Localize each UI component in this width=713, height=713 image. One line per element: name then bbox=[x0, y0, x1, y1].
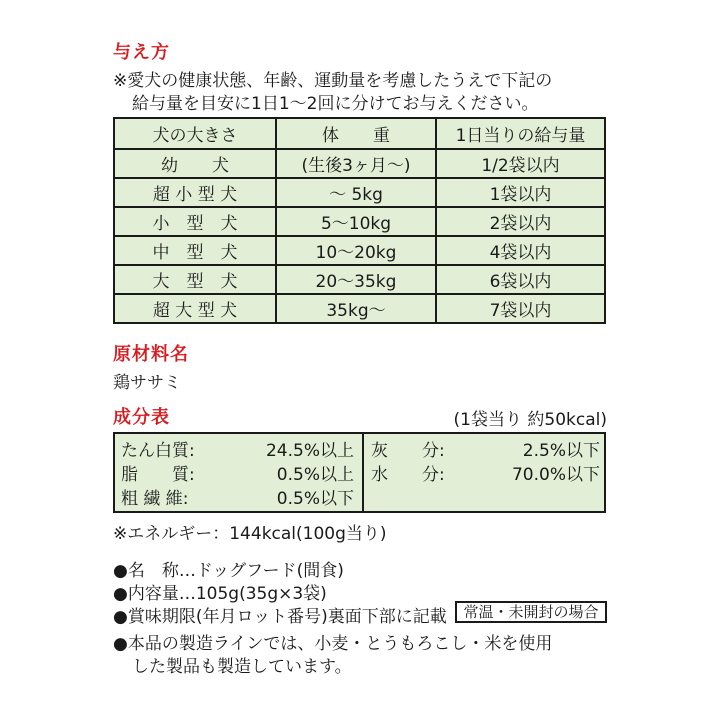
column-header-size: 犬の大きさ bbox=[114, 118, 276, 149]
nutrient-label: 灰 分: bbox=[371, 441, 445, 461]
feeding-heading: 与え方 bbox=[113, 42, 170, 63]
feeding-note-line2: 給与量を目安に1日1〜2回に分けてお与えください。 bbox=[132, 94, 539, 114]
row-weight: 10〜20kg bbox=[276, 236, 436, 265]
row-weight: 20〜35kg bbox=[276, 265, 436, 294]
nutrient-value: 70.0%以下 bbox=[511, 465, 600, 485]
net-content: ●内容量…105g(35g×3袋) bbox=[113, 584, 327, 604]
table-row bbox=[114, 294, 605, 323]
row-amount: 7袋以内 bbox=[436, 294, 605, 323]
row-amount: 1/2袋以内 bbox=[436, 149, 605, 178]
table-row bbox=[114, 236, 605, 265]
nutrient-value: 24.5%以上 bbox=[265, 441, 354, 461]
storage-condition-box: 常温・未開封の場合 bbox=[455, 601, 607, 623]
table-row bbox=[114, 149, 605, 178]
nutrition-divider bbox=[362, 434, 364, 511]
nutrition-heading: 成分表 bbox=[113, 407, 170, 428]
row-weight: 〜 5kg bbox=[276, 178, 436, 207]
column-header-amount: 1日当りの給与量 bbox=[436, 118, 605, 149]
row-size: 大 型 犬 bbox=[114, 265, 276, 294]
row-size: 超 小 型 犬 bbox=[114, 178, 276, 207]
allergen-note-line2: した製品も製造しています。 bbox=[132, 657, 352, 677]
allergen-note-line1: ●本品の製造ラインでは、小麦・とうもろこし・米を使用 bbox=[113, 634, 553, 654]
nutrient-value: 2.5%以下 bbox=[522, 441, 600, 461]
row-weight: 35kg〜 bbox=[276, 294, 436, 323]
table-row bbox=[114, 265, 605, 294]
nutrition-per-bag: (1袋当り 約50kcal) bbox=[453, 410, 607, 430]
nutrient-label: 粗 繊 維: bbox=[121, 489, 189, 509]
table-row bbox=[114, 178, 605, 207]
nutrient-value: 0.5%以上 bbox=[276, 465, 354, 485]
column-header-weight: 体 重 bbox=[276, 118, 436, 149]
row-size: 中 型 犬 bbox=[114, 236, 276, 265]
nutrition-box bbox=[113, 432, 606, 513]
energy-note: ※エネルギー：144kcal(100g当り) bbox=[113, 524, 387, 544]
feeding-table bbox=[113, 117, 606, 324]
row-amount: 4袋以内 bbox=[436, 236, 605, 265]
nutrient-label: 脂 質: bbox=[121, 465, 195, 485]
nutrient-label: 水 分: bbox=[371, 465, 445, 485]
nutrient-label: たん白質: bbox=[121, 441, 195, 461]
table-row bbox=[114, 207, 605, 236]
expiry-note: ●賞味期限(年月ロット番号)裏面下部に記載 bbox=[113, 607, 447, 627]
nutrient-value: 0.5%以下 bbox=[276, 489, 354, 509]
row-amount: 2袋以内 bbox=[436, 207, 605, 236]
table-header-row bbox=[114, 118, 605, 149]
row-size: 幼 犬 bbox=[114, 149, 276, 178]
row-size: 超 大 型 犬 bbox=[114, 294, 276, 323]
row-amount: 1袋以内 bbox=[436, 178, 605, 207]
row-weight: 5〜10kg bbox=[276, 207, 436, 236]
row-weight: (生後3ヶ月〜) bbox=[276, 149, 436, 178]
row-amount: 6袋以内 bbox=[436, 265, 605, 294]
product-name: ●名 称…ドッグフード(間食) bbox=[113, 561, 344, 581]
row-size: 小 型 犬 bbox=[114, 207, 276, 236]
ingredients-heading: 原材料名 bbox=[113, 344, 189, 365]
feeding-note-line1: ※愛犬の健康状態、年齢、運動量を考慮したうえで下記の bbox=[113, 71, 553, 91]
ingredients-value: 鶏ササミ bbox=[113, 373, 181, 393]
